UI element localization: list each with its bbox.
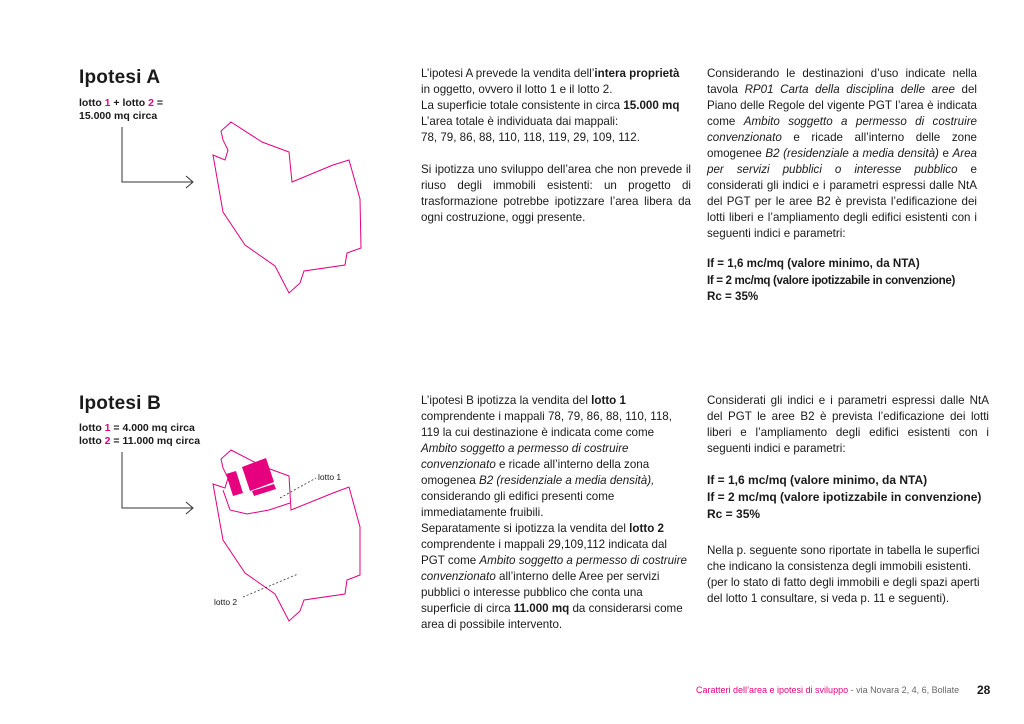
lot-label: lotto bbox=[79, 435, 105, 447]
ipotesi-b-title: Ipotesi B bbox=[79, 393, 162, 414]
text: all’interno delle Aree per servizi pubblici o interesse pubblico che conta una superficie di circa bbox=[421, 570, 660, 615]
text: L’area totale è individuata dai mappali: bbox=[421, 115, 619, 128]
text-bold: 11.000 mq bbox=[513, 602, 570, 615]
lot-label: lotto bbox=[79, 422, 105, 434]
formula-if-max: If = 2 mc/mq (valore ipotizzabile in convenzione) bbox=[707, 490, 982, 504]
text-italic: Area per servizi pubblici o interesse pubblico bbox=[707, 147, 977, 176]
text-bold: lotto 1 bbox=[591, 394, 626, 407]
lot-label: lotto bbox=[79, 97, 105, 109]
map-label-lot-2: lotto 2 bbox=[214, 597, 238, 607]
text: L’ipotesi B ipotizza la vendita del bbox=[421, 394, 592, 407]
text: considerando gli edifici presenti come immediatamente fruibili. bbox=[421, 490, 615, 519]
footer-caption bbox=[696, 685, 959, 695]
lot-area: = 11.000 mq circa bbox=[110, 435, 201, 447]
ipotesi-a-title: Ipotesi A bbox=[79, 67, 161, 88]
ipotesi-b-note: Nella p. seguente sono riportate in tabella le superfici che indicano la consistenza degli immobili esistenti. (per lo stato di fatto degli immobili e degli spazi aperti del lotto 1 consultare, si veda p. 11 e seguenti). bbox=[707, 544, 980, 605]
text-bold: 15.000 mq bbox=[623, 99, 680, 112]
formula-rc: Rc = 35% bbox=[707, 290, 759, 303]
formula-if-max: If = 2 mc/mq (valore ipotizzabile in convenzione) bbox=[707, 273, 955, 287]
text: da considerarsi come area di possibile intervento. bbox=[421, 602, 683, 631]
text-italic: B2 (residenziale a media densità), bbox=[479, 474, 655, 487]
footer-section-title: Caratteri dell’area e ipotesi di sviluppo bbox=[696, 685, 849, 695]
page-number: 28 bbox=[977, 683, 991, 697]
text-italic: Ambito soggetto a permesso di costruire convenzionato bbox=[421, 554, 687, 583]
lot-number: 1 bbox=[104, 97, 111, 109]
text: e ricade all’interno delle zone omogenee bbox=[707, 131, 977, 160]
text-italic: Ambito soggetto a permesso di costruire convenzionato bbox=[707, 115, 978, 144]
ipotesi-b-formulas bbox=[707, 472, 992, 523]
text-italic: RP01 Carta della disciplina delle aree bbox=[744, 83, 955, 96]
footer-location: - via Novara 2, 4, 6, Bollate bbox=[848, 685, 960, 695]
lot-number: 1 bbox=[104, 422, 111, 434]
text: in oggetto, ovvero il lotto 1 e il lotto 2. bbox=[421, 83, 613, 96]
lot-1-leader bbox=[280, 478, 316, 498]
ipotesi-b-parameters-text: Considerati gli indici e i parametri espressi dalle NtA del PGT le aree B2 è prevista l’edificazione dei lotti liberi e l’ampliamento degli edifici esistenti con i seguenti indici e parametri: bbox=[707, 394, 989, 455]
text: L’ipotesi A prevede la vendita dell’ bbox=[421, 67, 595, 80]
formula-if-min: If = 1,6 mc/mq (valore minimo, da NTA) bbox=[707, 257, 920, 270]
ipotesi-b-description bbox=[421, 393, 691, 633]
lot-number: 2 bbox=[104, 435, 111, 447]
lot-area: = 4.000 mq circa bbox=[110, 422, 195, 434]
text-italic: Ambito soggetto a permesso di costruire convenzionato bbox=[421, 442, 629, 471]
text-bold: intera proprietà bbox=[594, 67, 680, 80]
text: e bbox=[938, 147, 953, 160]
formula-if-min: If = 1,6 mc/mq (valore minimo, da NTA) bbox=[707, 473, 928, 487]
lot-label: + lotto bbox=[110, 97, 149, 109]
text-italic: B2 (residenziale a media densità) bbox=[765, 147, 939, 160]
building-2 bbox=[226, 471, 243, 496]
text: comprendente i mappali 29,109,112 indicata dal PGT come bbox=[421, 538, 667, 567]
lot-number: 2 bbox=[148, 97, 154, 109]
formula-rc: Rc = 35% bbox=[707, 507, 761, 521]
text: Separatamente si ipotizza la vendita del bbox=[421, 522, 630, 535]
ipotesi-a-paragraph-2: Si ipotizza uno sviluppo dell’area che non prevede il riuso degli immobili esistenti: un progetto di trasformazione potrebbe ipotizzare l’area libera da ogni costruzione, oggi presente. bbox=[421, 163, 691, 224]
text: del Piano delle Regole del vigente PGT l’area è indicata come bbox=[707, 83, 977, 128]
map-label-lot-1: lotto 1 bbox=[318, 472, 342, 482]
text: e ricade all’interno della zona omogenea bbox=[421, 458, 650, 487]
text-bold: lotto 2 bbox=[629, 522, 664, 535]
lot-area: 15.000 mq circa bbox=[79, 110, 158, 122]
lot-label: = bbox=[153, 97, 164, 109]
text: 78, 79, 86, 88, 110, 118, 119, 29, 109, 112. bbox=[421, 131, 640, 144]
text: e considerati gli indici e i parametri espressi dalle NtA del PGT per le aree B2 è prevista l’edificazione dei lotti liberi e l’ampliamento degli edifici esistenti con i seguenti indici e parametri: bbox=[707, 163, 977, 240]
text: Considerando le destinazioni d’uso indicate nella tavola bbox=[707, 67, 977, 96]
text: comprendente i mappali 78, 79, 86, 88, 110, 118, 119 la cui destinazione è indicata come come bbox=[421, 410, 672, 439]
text: La superficie totale consistente in circa bbox=[421, 99, 624, 112]
